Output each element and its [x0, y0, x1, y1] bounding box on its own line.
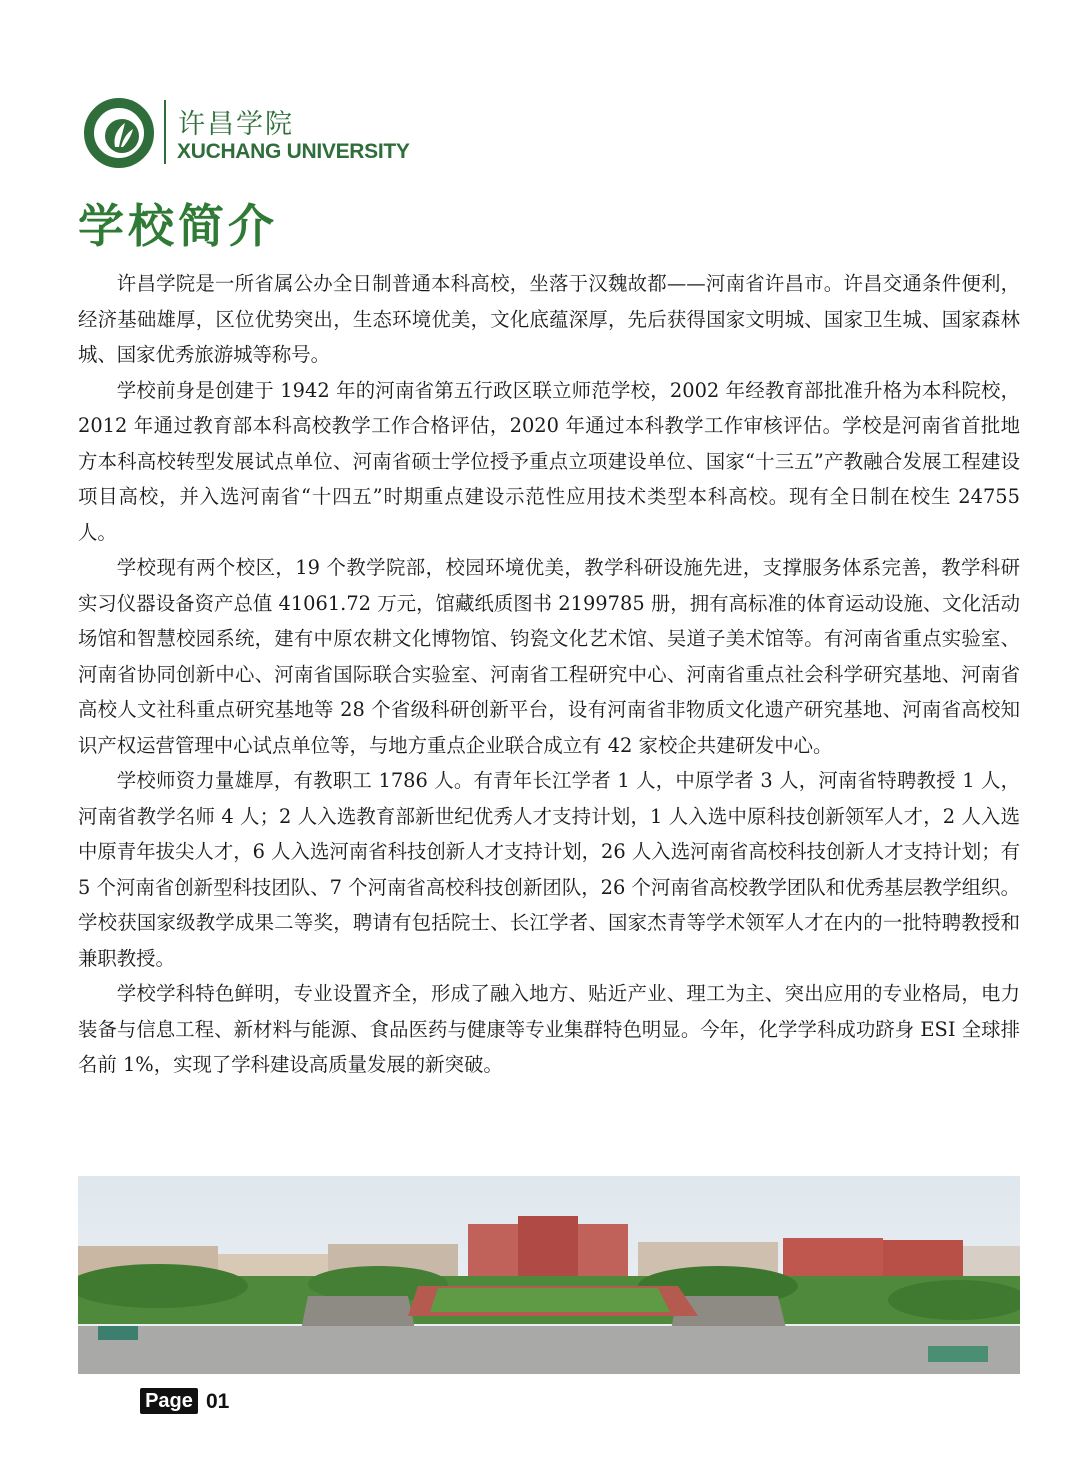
university-logo — [84, 98, 154, 168]
header-divider — [164, 100, 166, 164]
paragraph-facilities: 学校现有两个校区，19 个教学院部，校园环境优美，教学科研设施先进，支撑服务体系完善，教学科研实习仪器设备资产总值 41061.72 万元，馆藏纸质图书 2199785 册，拥有高标准的体育运动设施、文化活动场馆和智慧校园系统，建有中原农耕文化博物馆、钧瓷文化艺术馆、吴道子美术馆等。有河南省重点实验室、河南省协同创新中心、河南省国际联合实验室、河南省工程研究中心、河南省重点社会科学研究基地、河南省高校人文社科重点研究基地等 28 个省级科研创新平台，设有河南省非物质文化遗产研究基地、河南省高校知识产权运营管理中心试点单位等，与地方重点企业联合成立有 42 家校企共建研发中心。 — [78, 556, 1020, 757]
paragraph-disciplines: 学校学科特色鲜明，专业设置齐全，形成了融入地方、贴近产业、理工为主、突出应用的专业格局，电力装备与信息工程、新材料与能源、食品医药与健康等专业集群特色明显。今年，化学学科成功跻身 ESI 全球排名前 1%，实现了学科建设高质量发展的新突破。 — [78, 982, 1020, 1076]
page-title: 学校简介 — [78, 199, 278, 253]
paragraph-faculty: 学校师资力量雄厚，有教职工 1786 人。有青年长江学者 1 人，中原学者 3 人，河南省特聘教授 1 人，河南省教学名师 4 人；2 人入选教育部新世纪优秀人才支持计划，1 人入选中原科技创新领军人才，2 人入选中原青年拔尖人才，6 人入选河南省科技创新人才支持计划，26 人入选河南省高校科技创新人才支持计划；有 5 个河南省创新型科技团队、7 个河南省高校科技创新团队，26 个河南省高校教学团队和优秀基层教学组织。学校获国家级教学成果二等奖，聘请有包括院士、长江学者、国家杰青等学术领军人才在内的一批特聘教授和兼职教授。 — [78, 769, 1020, 970]
article-body — [78, 266, 1020, 1083]
leaf-emblem-icon — [95, 109, 149, 163]
paragraph-intro: 许昌学院是一所省属公办全日制普通本科高校，坐落于汉魏故都——河南省许昌市。许昌交通条件便利，经济基础雄厚，区位优势突出，生态环境优美，文化底蕴深厚，先后获得国家文明城、国家卫生城、国家森林城、国家优秀旅游城等称号。 — [78, 272, 1020, 366]
page-number: 01 — [206, 1390, 230, 1413]
page-label: Page — [140, 1388, 198, 1414]
university-name-cn: 许昌学院 — [178, 109, 294, 140]
page-header — [84, 98, 504, 168]
university-name-en: XUCHANG UNIVERSITY — [177, 140, 410, 163]
campus-panorama-photo — [78, 1176, 1020, 1374]
paragraph-history: 学校前身是创建于 1942 年的河南省第五行政区联立师范学校，2002 年经教育部批准升格为本科院校，2012 年通过教育部本科高校教学工作合格评估，2020 年通过本科教学工作审核评估。学校是河南省首批地方本科高校转型发展试点单位、河南省硕士学位授予重点立项建设单位、国家“十三五”产教融合发展工程建设项目高校，并入选河南省“十四五”时期重点建设示范性应用技术类型本科高校。现有全日制在校生 24755 人。 — [78, 378, 1020, 544]
